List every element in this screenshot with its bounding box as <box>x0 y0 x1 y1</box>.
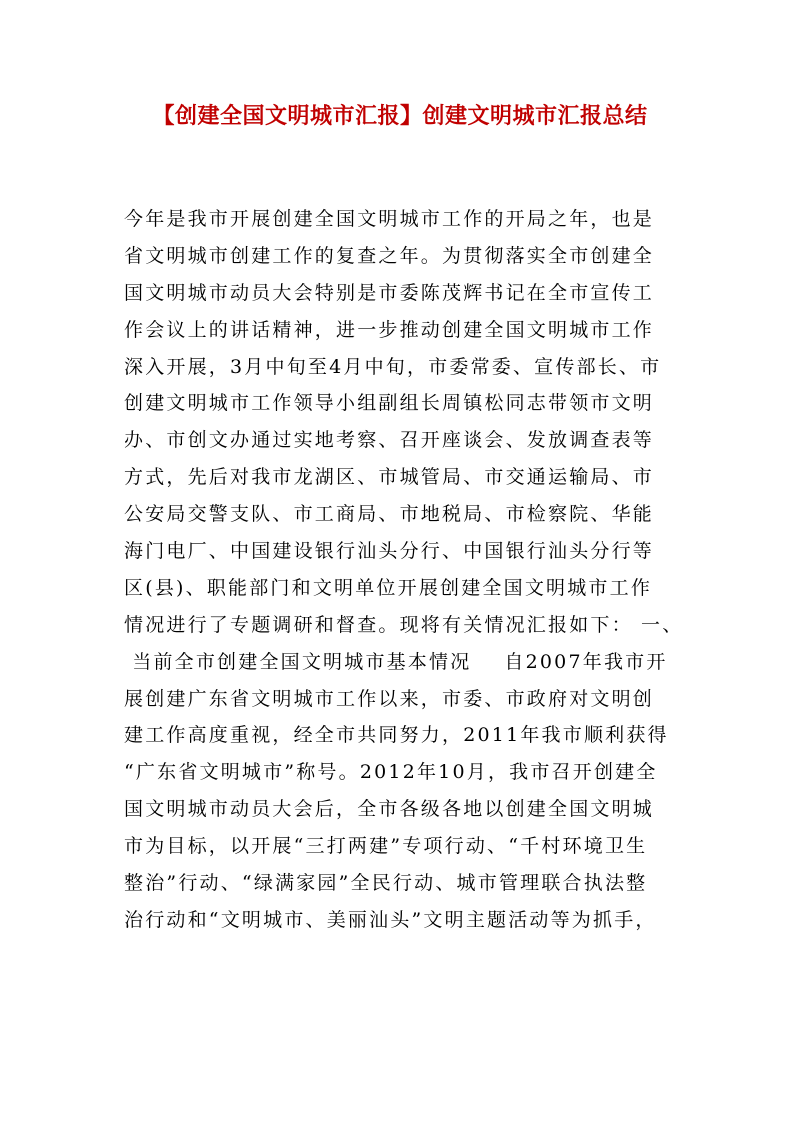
body-line: 展创建广东省文明城市工作以来，市委、市政府对文明创 <box>124 687 655 710</box>
body-line: 建工作高度重视，经全市共同努力，2011年我市顺利获得 <box>124 724 669 747</box>
body-line: 公安局交警支队、市工商局、市地税局、市检察院、华能 <box>124 503 655 526</box>
body-line: 市为目标，以开展“三打两建”专项行动、“千村环境卫生 <box>124 835 648 858</box>
body-line: 区(县)、职能部门和文明单位开展创建全国文明城市工作 <box>124 576 653 599</box>
document-body <box>124 201 684 939</box>
body-line: 深入开展，3月中旬至4月中旬，市委常委、宣传部长、市 <box>124 355 662 378</box>
body-line: 国文明城市动员大会后，全市各级各地以创建全国文明城 <box>124 798 655 821</box>
body-line: 方式，先后对我市龙湖区、市城管局、市交通运输局、市 <box>124 466 655 489</box>
body-line: “广东省文明城市”称号。2012年10月，我市召开创建全 <box>124 761 658 784</box>
body-line: 当前全市创建全国文明城市基本情况 自2007年我市开 <box>124 650 668 673</box>
body-line: 办、市创文办通过实地考察、召开座谈会、发放调查表等 <box>124 429 655 452</box>
body-line: 创建文明城市工作领导小组副组长周镇松同志带领市文明 <box>124 392 655 415</box>
body-line: 今年是我市开展创建全国文明城市工作的开局之年，也是 <box>124 208 655 230</box>
body-line: 作会议上的讲话精神，进一步推动创建全国文明城市工作 <box>124 318 655 341</box>
body-line: 情况进行了专题调研和督查。现将有关情况汇报如下： 一、 <box>124 613 684 636</box>
body-line: 省文明城市创建工作的复查之年。为贯彻落实全市创建全 <box>124 244 655 267</box>
body-line: 治行动和“文明城市、美丽汕头”文明主题活动等为抓手， <box>124 908 657 931</box>
document-title: 【创建全国文明城市汇报】创建文明城市汇报总结 <box>152 103 648 129</box>
body-line: 海门电厂、中国建设银行汕头分行、中国银行汕头分行等 <box>124 540 655 563</box>
body-line: 国文明城市动员大会特别是市委陈茂辉书记在全市宣传工 <box>124 281 655 304</box>
body-line: 整治”行动、“绿满家园”全民行动、城市管理联合执法整 <box>124 872 648 895</box>
